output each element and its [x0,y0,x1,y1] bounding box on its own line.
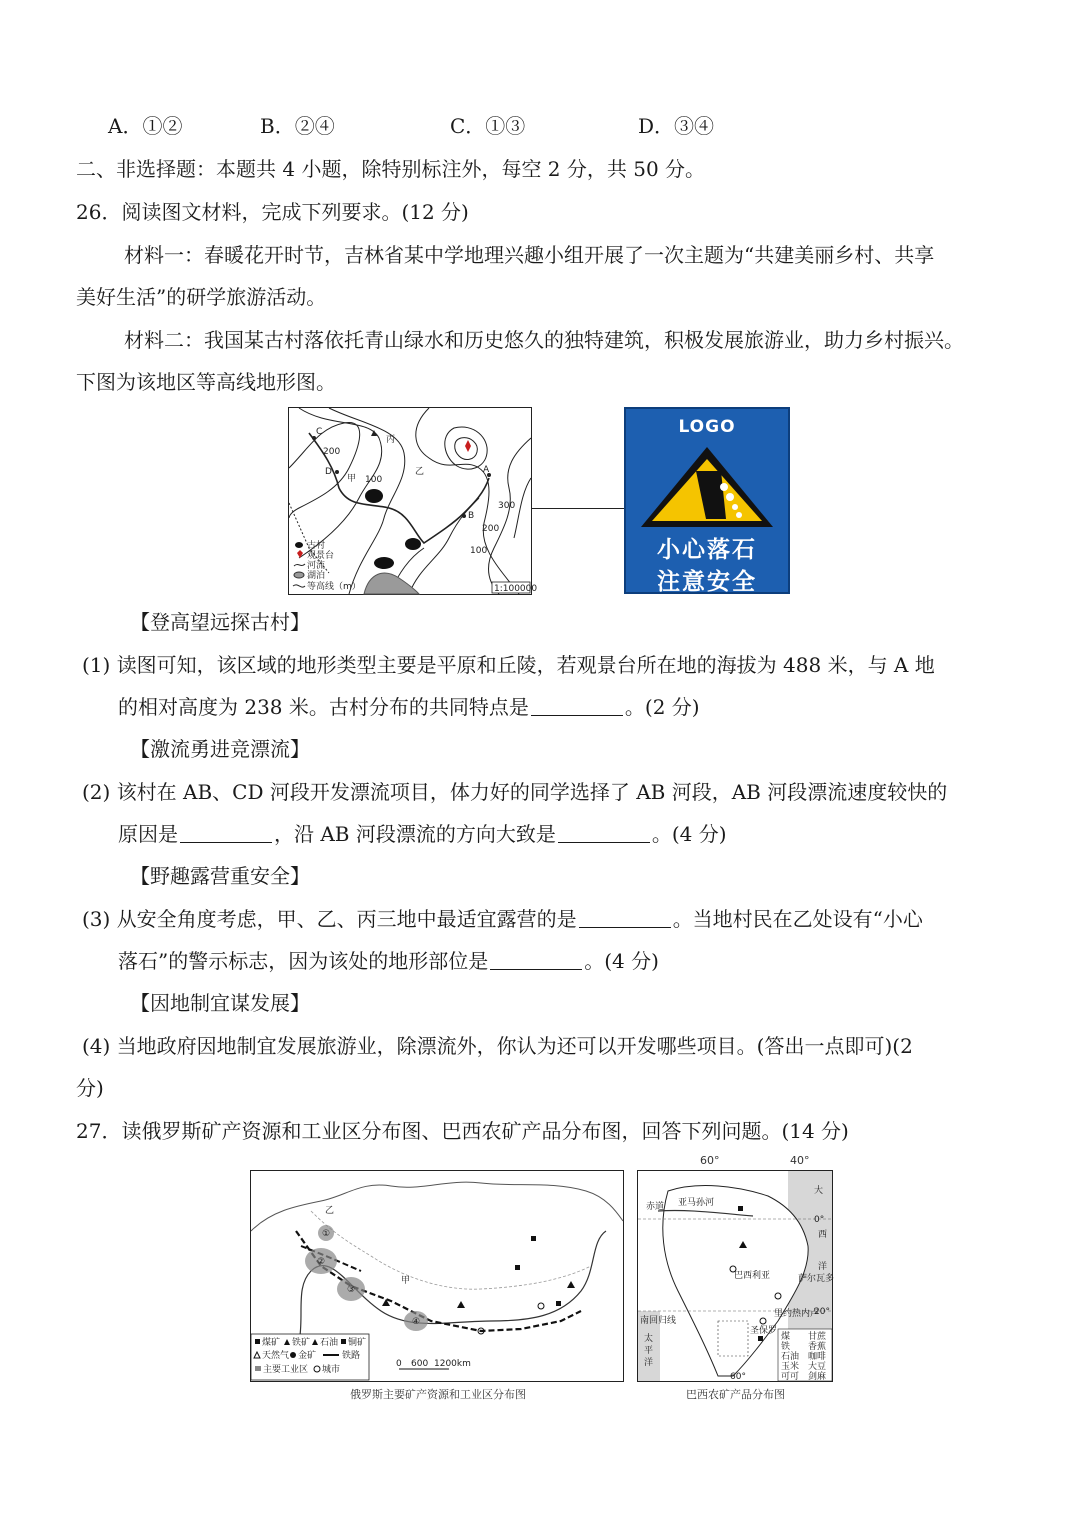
falling-rock-sign [624,407,790,594]
ru-legend-copper: 铜矿 [348,1338,367,1348]
br-rio: 里约热内卢 [774,1309,820,1319]
br-legend-cane: 甘蔗 [808,1332,827,1342]
q2-text-b: ，沿 AB 河段漂流的方向大致是 [274,822,556,846]
brazil-lon40: 40° [790,1154,810,1167]
br-legend-iron: 铁 [781,1342,791,1352]
q3-line-2 [118,947,659,975]
ru-scale-1: 600 [411,1359,429,1369]
material-2-line-2: 下图为该地区等高线地形图。 [76,370,336,394]
label-n1: ① [322,1229,331,1239]
question-26-title: 26．阅读图文材料，完成下列要求。(12 分) [76,200,469,224]
br-amazon: 亚马孙河 [678,1198,715,1208]
br-legend-banana: 香蕉 [808,1342,827,1352]
ru-legend-coal: 煤矿 [262,1338,281,1348]
q1-line-1: (1) 读图可知，该区域的地形类型主要是平原和丘陵，若观景台所在地的海拔为 488 米，与 A 地 [82,653,935,677]
q2-text-a: 原因是 [118,822,178,846]
contour-map [288,407,538,595]
br-tropic: 南回归线 [640,1316,677,1326]
option-d: D．③④ [638,114,715,138]
q3-text-b: 。当地村民在乙处设有“小心 [672,907,923,931]
label-yi: 乙 [415,467,425,477]
contour-300: 300 [498,501,516,511]
label-n4: ④ [412,1317,421,1327]
answer-blank-3[interactable] [558,822,650,843]
label-n3: ③ [347,1285,356,1295]
brazil-lon60: 60° [700,1154,720,1167]
label-n2: ② [317,1257,326,1267]
connector-line [532,508,624,509]
answer-blank-5[interactable] [490,949,582,970]
brazil-map-svg [638,1171,835,1382]
br-yang: 洋 [818,1262,828,1272]
q2-line-2 [118,820,727,848]
label-jia: 甲 [347,474,357,484]
br-brasilia: 巴西利亚 [734,1271,771,1281]
map-scale: 1:100000 [494,584,538,594]
sign-text-2: 注意安全 [657,569,757,595]
question-27-title: 27．读俄罗斯矿产资源和工业区分布图、巴西农矿产品分布图，回答下列问题。(14 分) [76,1119,849,1143]
q3-line-1 [82,905,923,933]
q1-line-2 [118,693,700,721]
br-da: 大 [814,1186,824,1196]
q1-text-a: 的相对高度为 238 米。古村分布的共同特点是 [118,695,529,719]
q2-text-c: 。(4 分) [651,822,727,846]
br-xi: 西 [818,1230,828,1240]
ru-scale-0: 0 [396,1359,402,1369]
ru-legend-industry: 主要工业区 [263,1365,309,1375]
answer-blank-1[interactable] [531,695,623,716]
heading-3: 【野趣露营重安全】 [130,864,310,888]
russia-map-caption: 俄罗斯主要矿产资源和工业区分布图 [350,1388,526,1401]
label-ru-jia: 甲 [401,1276,411,1286]
br-tai: 太 [644,1334,654,1344]
contour-100a: 100 [365,475,383,485]
heading-1: 【登高望远探古村】 [130,610,310,634]
legend-river: 河流 [307,561,326,571]
label-b: B [468,511,475,521]
heading-2: 【激流勇进竞漂流】 [130,737,310,761]
ru-scale-2: 1200km [434,1359,471,1369]
option-c: C．①③ [450,114,526,138]
sign-logo: LOGO [678,417,736,437]
ru-legend-gas: 天然气 [262,1351,290,1361]
legend-contour: 等高线（m） [307,582,361,592]
answer-blank-2[interactable] [180,822,272,843]
russia-map [250,1170,624,1382]
q3-text-c: 落石”的警示标志，因为该处的地形部位是 [118,949,489,973]
label-d: D [325,467,332,477]
br-lat20: 20° [814,1307,830,1317]
br-legend-coal: 煤 [781,1332,791,1342]
ru-legend-city: 城市 [322,1365,341,1375]
q4-line-2: 分) [76,1076,104,1100]
br-legend-sisal: 剑麻 [808,1372,827,1382]
brazil-map [637,1170,833,1382]
legend-lake: 湖泊 [307,571,326,581]
br-lon60b: 60° [730,1372,746,1382]
brazil-map-caption: 巴西农矿产品分布图 [686,1388,785,1401]
option-b: B．②④ [260,114,335,138]
br-legend-coffee: 咖啡 [808,1352,827,1362]
material-1-line-1: 材料一：春暖花开时节，吉林省某中学地理兴趣小组开展了一次主题为“共建美丽乡村、共享 [124,243,935,267]
contour-100b: 100 [470,546,488,556]
q3-text-a: (3) 从安全角度考虑，甲、乙、丙三地中最适宜露营的是 [82,907,577,931]
br-saopaulo: 圣保罗 [750,1326,778,1336]
ru-legend-rail: 铁路 [342,1351,361,1361]
br-legend-corn: 玉米 [781,1362,800,1372]
heading-4: 【因地制宜谋发展】 [130,991,310,1015]
label-a: A [483,465,490,475]
legend-viewpoint: 观景台 [307,551,335,561]
q1-text-b: 。(2 分) [624,695,700,719]
contour-200a: 200 [323,447,341,457]
falling-rock-icon [626,441,788,531]
br-legend-oil: 石油 [781,1352,800,1362]
answer-blank-4[interactable] [579,907,671,928]
q4-line-1: (4) 当地政府因地制宜发展旅游业，除漂流外，你认为还可以开发哪些项目。(答出一点即可)(2 [82,1034,913,1058]
label-c: C [316,427,323,437]
sign-text-1: 小心落石 [657,537,757,563]
br-legend-cocoa: 可可 [781,1372,800,1382]
q2-line-1: (2) 该村在 AB、CD 河段开发漂流项目，体力好的同学选择了 AB 河段，AB 河段漂流速度较快的 [82,780,948,804]
br-equator: 赤道 [646,1202,665,1212]
label-bing: 丙 [386,435,396,445]
br-ping: 平 [644,1346,654,1356]
material-2-line-1: 材料二：我国某古村落依托青山绿水和历史悠久的独特建筑，积极发展旅游业，助力乡村振兴。 [124,328,964,352]
br-lat0: 0° [814,1215,825,1225]
section-heading: 二、非选择题：本题共 4 小题，除特别标注外，每空 2 分，共 50 分。 [76,157,706,181]
q3-text-d: 。(4 分) [584,949,659,973]
contour-map-svg [289,408,538,594]
option-a: A．①② [108,114,183,138]
br-legend-soy: 大豆 [808,1362,827,1372]
label-ru-yi: 乙 [325,1206,335,1216]
contour-200b: 200 [482,524,500,534]
russia-map-svg [251,1171,623,1381]
ru-legend-iron: 铁矿 [292,1338,311,1348]
ru-legend-gold: 金矿 [298,1351,317,1361]
legend-village: 古村 [307,541,326,551]
ru-legend-oil: 石油 [320,1338,339,1348]
br-salvador: 萨尔瓦多 [798,1274,835,1284]
material-1-line-2: 美好生活”的研学旅游活动。 [76,285,327,309]
br-yang2: 洋 [644,1358,654,1368]
